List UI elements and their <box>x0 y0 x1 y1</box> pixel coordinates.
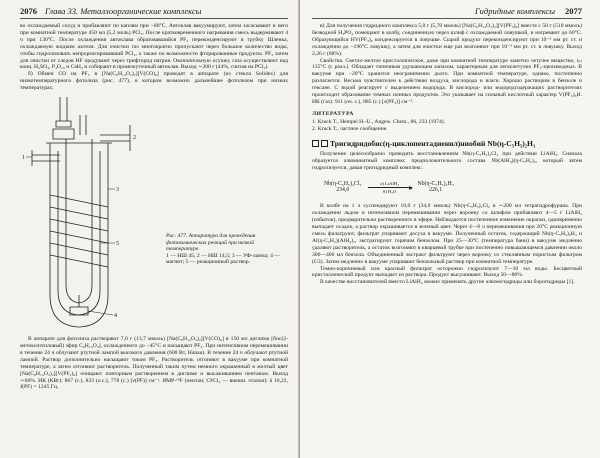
figure-477 <box>20 95 288 333</box>
fig-number-4: 4 <box>114 313 117 320</box>
right-paragraph-3: Получение целесообразно проводить восстановлением Nb(η-C₅H₅)₂Cl₂ при действии LiAlH₄. Сначала образуется алюминатный комплекс предположительного состава Nb(AlH₄)(η-C₅H₅)₂, который затем гидролизуется, давая тригидридный комплекс. <box>312 150 582 171</box>
fig-number-5: 5 <box>116 241 119 248</box>
left-page-number: 2076 <box>20 6 37 16</box>
left-paragraph-1: во охлаждаемый сосуд и прибавляют по каплям при −80°C. Автоклав вакуумируют, затем засасывают в него при комнатной температуре 450 мл (5,2 моль) PCl₃. После кратковременного нагревания смесь выдерживают 4 ч при 130°C. После охлаждения автоклава образовавшийся PF₃ переконденсируют в трубку Шленка, охлаждаемую жидким азотом. Для очистки газ многократно пропускают через большое количество воды, чтобы гидролизовать непрореагировавший PCl₃, а также по возможности фторированные продукты. PF₃ затем для очистки от следов HF продувают через трифторид натрия. Окончательную осушку газа осуществляют над конц. H₂SO₄, P₄O₁₀ и CaH₂ и собирают в промежуточный автоклав. Выход ∼200 г (44%, считая на PCl₃). <box>20 23 288 71</box>
right-running-title: Гидридные комплексы <box>474 6 555 16</box>
left-running-title: Глава 33. Металлоорганические комплексы <box>45 6 202 16</box>
photolysis-apparatus-drawing <box>20 95 158 333</box>
right-paragraph-6: В качестве восстановителей вместо LiAlH₄ можно применять другие алюмогидриды или борогидриды [1]. <box>320 279 575 286</box>
scheme-reagent-b: б) H₂O <box>382 188 397 194</box>
fig-number-1: 1 <box>22 155 25 162</box>
right-page-header <box>312 6 582 19</box>
scheme-reagent-a: а) LiAlH₄ <box>380 180 399 186</box>
fig-number-3: 3 <box>116 187 119 194</box>
right-paragraph-4: В колбе на 1 л суспендируют 10,0 г (34,0 ммоль) Nb(η-C₅H₅)₂Cl₂ в ∼200 мл тетрагидрофурана. При охлаждении льдом и интенсивном перемешивании через воронку со шлифом прибавляют 4—5 г LiAlH₄ (избыток), предварительно растворенного в эфире. Наблюдается постепенное изменение окраски, одновременно выпадает осадок, а раствор окрашивается в зеленый цвет. Через 4—6 ч перемешивания при 20°C реакционную смесь фильтруют, фильтрат упаривают досуха в вакууме. Полученный остаток, содержащий Nb(η-C₅H₅)₂H₃ и Al(η-C₅H₅)(AlH₄)₂, экстрагируют горячим бензолом. При 25—30°C (температура бани) в вакууме медленно удаляют растворитель, а остаток возгоняют в кварцевой трубке при постепенно повышающемся давлении около 300—400 мл бензола. Объединенный экстракт фильтруют через воронку со стеклянным пористым фильтром (G3). Затем медленно в вакууме упаривают бензольный раствор при комнатной температуре. <box>312 203 582 265</box>
scheme-reactant-formula: Nb(η-C₅H₅)₂Cl₂ <box>324 181 362 188</box>
scheme-reactant <box>324 181 362 193</box>
right-paragraph-2: Свойства. Светло-желтое кристаллическое, даже при комнатной температуре заметно летучее вещество, tₚₗ 135°C (с разл.). Обладает типичным удушающим запахом, характерным для легколетучих PF₃-производных. В вакууме при −20°C хранится неограниченно долго. При комнатной температуре, однако, постепенно разлагается. Весьма чувствителен к действию воздуха, кислорода и влаги. Хорошо растворим в бензоле и гексане. С водой реагирует с выделением водорода. В кислород- или водородсодержащих растворителях происходит образование темных ионных продуктов. Это указывает на сильный кислотный характер V(PF₃)₆H. ИК (газ): 911 (оч. с.), 885 (с.) [ν(PF₃)] см⁻¹. <box>312 57 582 105</box>
scheme-product-formula: Nb(η-C₅H₅)₂H₃ <box>417 181 454 188</box>
scheme-product-mass: 226,1 <box>429 187 443 194</box>
reference-1: 1. Kruck T., Hempel H.-U., Angew. Chem., 86, 233 (1974). <box>312 118 446 125</box>
reaction-arrow-icon <box>368 187 412 188</box>
figure-caption-legend: 1 — НШ 45; 2 — НШ 14,5; 3 — УФ-лампа; 4 — магнит; 5 — реакционный раствор. <box>166 252 280 266</box>
scheme-arrow <box>368 181 412 194</box>
figure-caption-title: Рис. 477. Аппаратура для проведения фотохимических реакций при низкой температуре. <box>166 233 256 253</box>
figure-caption <box>166 233 282 333</box>
right-page <box>300 0 600 458</box>
reference-2: 2. Kruck T., частное сообщение. <box>312 125 388 132</box>
compound-heading <box>312 139 582 148</box>
left-paragraph-3: В аппарате для фотолиза растворяют 7,0 г (13,7 ммоль) [Na(C₆H₁₄O₃)₂][V(CO)₆] в 150 мл диглима [бис(2-метоксиэтиловый) эфир C₆H₁₄O₃], охлажденного до −45°C и насыщают PF₃. При интенсивном перемешивании в течение 24 ч облучают ртутной лампой высокого давления (600 Вт, Hanau). В течение 24 ч облучают ртутной лампой. Раствор дополнительно насыщают током PF₃. Растворитель отгоняют в вакууме при комнатной температуре, а затем отгоняют растворитель. Полученный таким путем немного окрашенный в желтый цвет [Na(C₆H₁₄O₃)₂][V(PF₃)₆] очищают повторным растворением в диглиме и высаживанием пентаном. Выход ∼60%. ИК (КВг): 867 (с.), 833 (о.с.), 778 (с.) [ν(PF)] см⁻¹. ЯМР-¹⁹F (пентан; CFCl₃ — внешн. эталон): δ 10,22, J(PF) = 1245 Гц. <box>20 336 288 391</box>
reaction-scheme <box>324 174 582 200</box>
right-paragraph-5: Темно-коричневый или красный фильтрат осторожно гидролизуют 7—10 мл воды. Бесцветный кристаллический продукт выпадает из раствора. Продукт высушивают. Выход 50—80%. <box>312 265 582 279</box>
fig-number-2: 2 <box>133 135 136 142</box>
scheme-reactant-mass: 234,0 <box>336 187 350 194</box>
literature-heading: ЛИТЕРАТУРА <box>312 110 354 117</box>
section-box-icon <box>312 140 319 147</box>
right-page-number: 2077 <box>565 6 582 16</box>
scheme-product <box>418 181 454 193</box>
compound-title: Тригидридобис(η-циклопентадиенил)ниобий Nb(η-C₅H₅)₂H₃ <box>330 138 536 148</box>
left-page-header <box>20 6 288 19</box>
section-box-icon <box>321 140 328 147</box>
right-paragraph-1: в) Для получения гидридного комплекса 5,0 г (5,70 ммоль) [Na(C₆H₁₄O₃)₂][V(PF₃)₆] вместе с 50 г (510 ммоль) безводной H₃PO₄ помещают в колбу, соединенную через шлиф с охлаждаемой ловушкой, и нагревают до 60°C. Образующийся HV(PF₃)₆ конденсируется в ловушке. Сырой продукт переконденсируют при 10⁻³ мм рт. ст. и охлаждении до −196°C ловушку, а затем для очистки еще раз возгоняют при 10⁻³ мм рт. ст. в ловушку. Выход 2,26 г (68%). <box>312 23 582 57</box>
left-paragraph-2: б) Обмен CO на PF₃ в [Na(C₆H₁₄O₃)₂][V(CO)₆] проводят в аппарате (из стекла Solidex) для низкотемпературного фотолиза (рис. 477), в котором возможно дальнейшее фотолизом при низких температурах. <box>20 71 288 92</box>
